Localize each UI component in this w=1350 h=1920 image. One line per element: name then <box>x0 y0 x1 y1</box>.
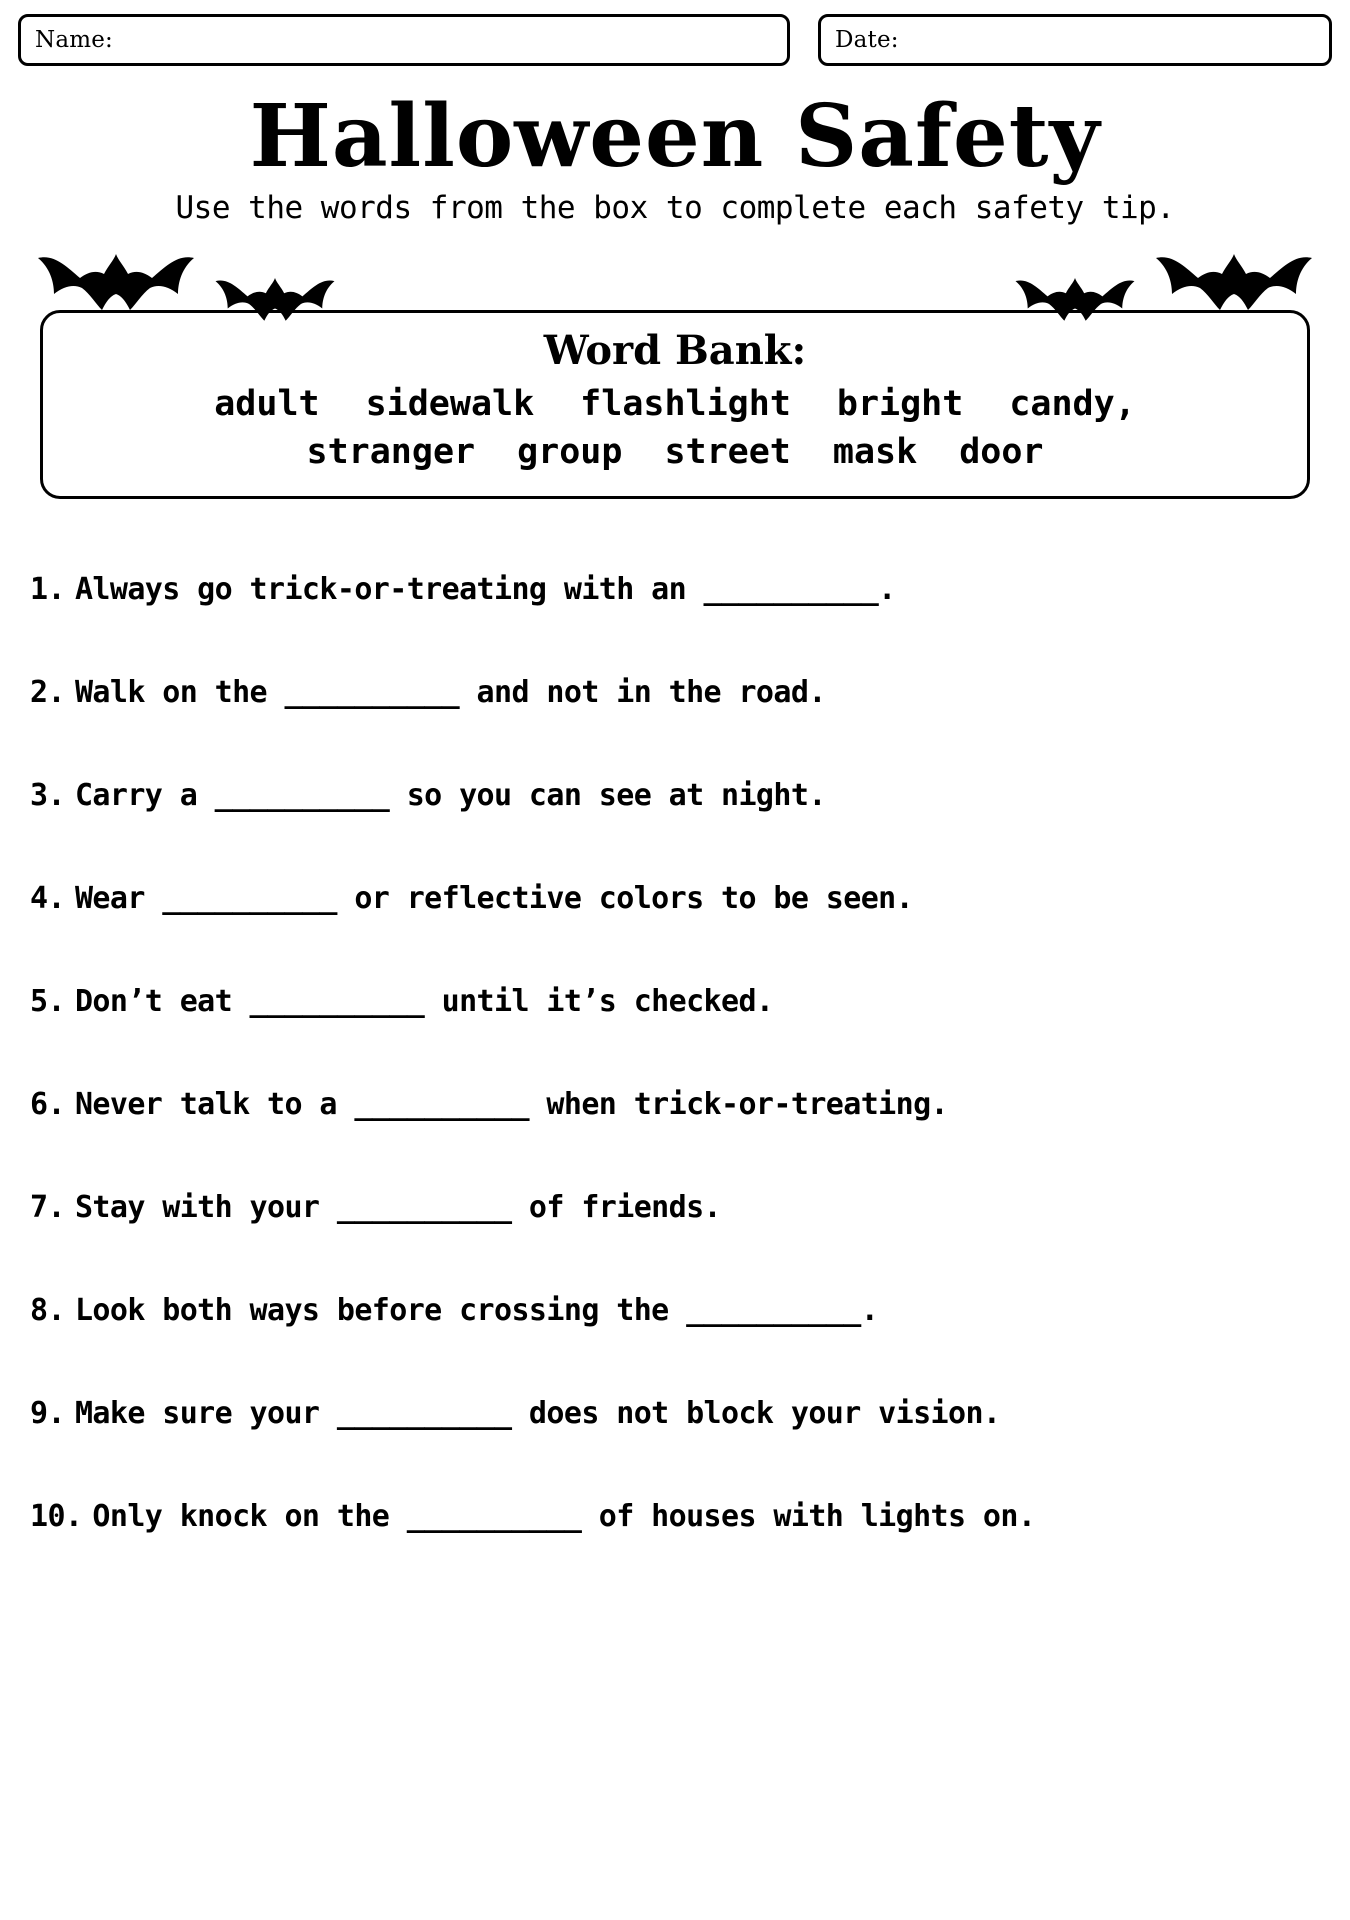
question-number: 7. <box>30 1190 65 1226</box>
name-label: Name: <box>35 27 114 53</box>
bat-icon <box>36 252 196 332</box>
question-number: 9. <box>30 1396 65 1432</box>
bat-icon <box>1014 276 1136 338</box>
question-item[interactable] <box>30 675 1320 710</box>
word-bank <box>40 310 1310 499</box>
word-bank-word: stranger <box>306 432 476 473</box>
word-bank-word: mask <box>832 432 918 473</box>
question-number: 1. <box>30 572 65 608</box>
bat-icon <box>214 276 336 338</box>
date-field[interactable] <box>818 14 1332 66</box>
question-item[interactable] <box>30 1293 1320 1328</box>
question-text: Never talk to a __________ when trick-or-treating. <box>74 1087 949 1123</box>
word-bank-word: group <box>517 432 623 473</box>
question-item[interactable] <box>30 984 1320 1019</box>
word-bank-word: flashlight <box>580 384 791 425</box>
question-number: 2. <box>30 675 65 711</box>
question-number: 8. <box>30 1293 65 1329</box>
question-text: Only knock on the __________ of houses with lights on. <box>92 1499 1036 1535</box>
question-item[interactable] <box>30 1499 1320 1534</box>
question-item[interactable] <box>30 778 1320 813</box>
question-text: Wear __________ or reflective colors to be seen. <box>74 881 914 917</box>
word-bank-word: candy, <box>1009 384 1136 425</box>
question-number: 6. <box>30 1087 65 1123</box>
word-bank-word: street <box>664 432 791 473</box>
name-field[interactable] <box>18 14 790 66</box>
question-item[interactable] <box>30 572 1320 607</box>
question-item[interactable] <box>30 1190 1320 1225</box>
word-bank-title: Word Bank: <box>543 327 807 375</box>
question-number: 3. <box>30 778 65 814</box>
word-bank-word: bright <box>836 384 964 425</box>
question-text: Don’t eat __________ until it’s checked. <box>74 984 774 1020</box>
questions-list <box>18 572 1332 1534</box>
word-bank-word: sidewalk <box>365 384 535 425</box>
question-text: Always go trick-or-treating with an __________. <box>74 572 896 608</box>
question-text: Make sure your __________ does not block your vision. <box>74 1396 1001 1432</box>
question-item[interactable] <box>30 881 1320 916</box>
question-text: Look both ways before crossing the __________. <box>74 1293 879 1329</box>
question-number: 4. <box>30 881 65 917</box>
bat-icon <box>1154 252 1314 332</box>
page-subtitle: Use the words from the box to complete each safety tip. <box>175 190 1175 227</box>
question-text: Carry a __________ so you can see at night. <box>74 778 826 814</box>
question-item[interactable] <box>30 1087 1320 1122</box>
word-bank-row-1 <box>61 384 1289 424</box>
page-title: Halloween Safety <box>249 86 1101 187</box>
word-bank-zone <box>18 252 1332 532</box>
question-text: Stay with your __________ of friends. <box>74 1190 722 1226</box>
word-bank-word: adult <box>214 384 320 425</box>
question-number: 5. <box>30 984 65 1020</box>
date-label: Date: <box>835 27 899 53</box>
word-bank-word: door <box>959 432 1044 473</box>
question-item[interactable] <box>30 1396 1320 1431</box>
word-bank-row-2 <box>61 432 1289 472</box>
question-number: 10. <box>30 1499 83 1535</box>
question-text: Walk on the __________ and not in the road. <box>74 675 826 711</box>
name-date-row <box>18 14 1332 66</box>
